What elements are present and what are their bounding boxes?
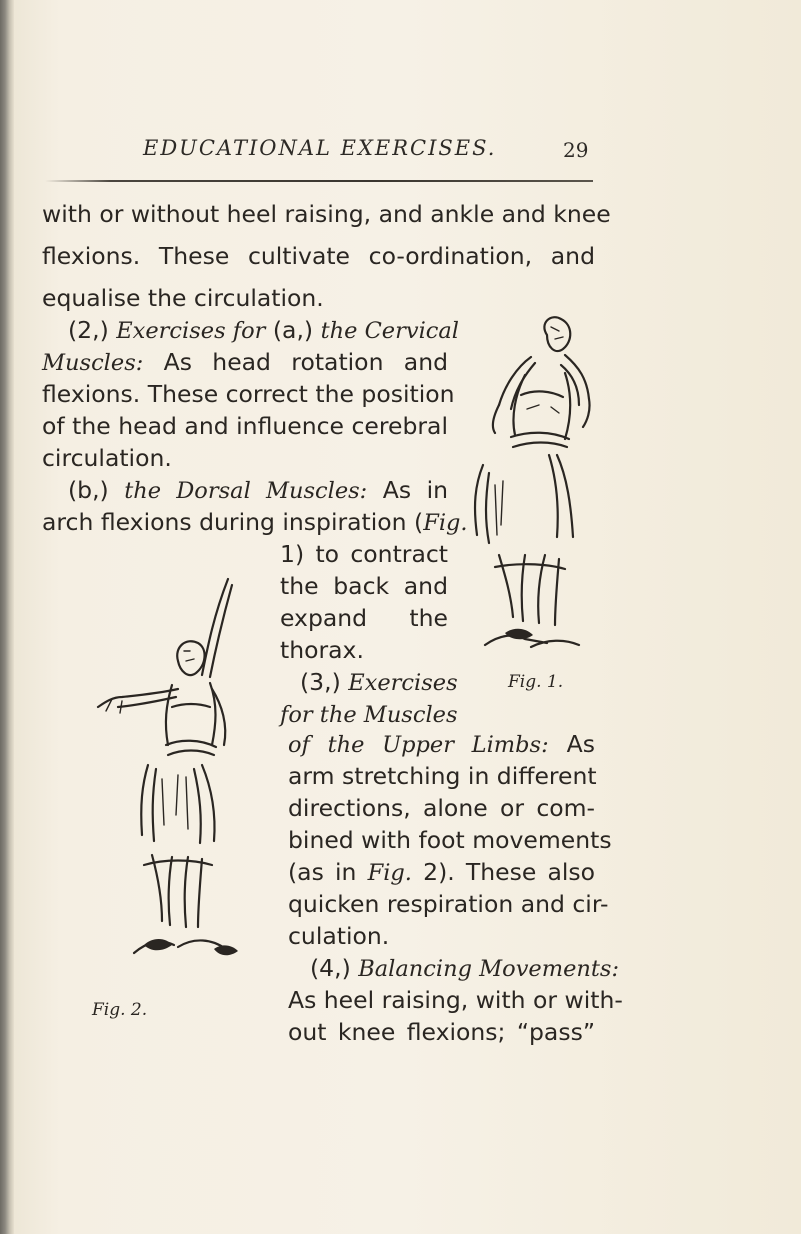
text-line: flexions. These correct the position xyxy=(42,380,455,408)
text-line: (4,) Balancing Movements: xyxy=(310,954,620,982)
fig1-caption: Fig. 1. xyxy=(508,672,564,692)
text-line: directions, alone or com- xyxy=(288,794,595,822)
text-line: (b,) the Dorsal Muscles: As in xyxy=(68,476,449,504)
text-line: (as in Fig. 2). These also xyxy=(288,858,595,886)
text-line: expand the xyxy=(280,604,448,632)
running-title: EDUCATIONAL EXERCISES. xyxy=(143,136,497,160)
text-line: thorax. xyxy=(280,636,364,664)
text-line: the back and xyxy=(280,572,448,600)
text-line: for the Muscles xyxy=(280,702,458,728)
standing-figure-arms-raised-illustration xyxy=(82,565,262,975)
text-line: of the head and influence cerebral xyxy=(42,412,448,440)
text-line: As heel raising, with or with- xyxy=(288,986,623,1014)
text-line: arch flexions during inspiration (Fig. xyxy=(42,508,468,536)
fig2-caption: Fig. 2. xyxy=(92,1000,148,1020)
text-line: arm stretching in different xyxy=(288,762,597,790)
text-line: with or without heel raising, and ankle and knee xyxy=(42,200,611,228)
text-line: circulation. xyxy=(42,444,172,472)
text-line: Muscles: As head rotation and xyxy=(42,348,448,376)
text-line: of the Upper Limbs: As xyxy=(288,730,595,758)
page-number: 29 xyxy=(563,138,589,162)
text-line: bined with foot movements xyxy=(288,826,612,854)
text-line: culation. xyxy=(288,922,390,950)
text-line: 1) to contract xyxy=(280,540,448,568)
text-line: (2,) Exercises for (a,) the Cervical xyxy=(68,316,459,344)
text-line: (3,) Exercises xyxy=(300,668,458,696)
standing-figure-arching-back-illustration xyxy=(455,305,600,665)
text-line: quicken respiration and cir- xyxy=(288,890,609,918)
text-line: equalise the circulation. xyxy=(42,284,324,312)
text-line: out knee flexions; “pass” xyxy=(288,1018,595,1046)
book-binding-edge xyxy=(0,0,14,1234)
text-line: flexions. These cultivate co-ordination, and xyxy=(42,242,595,270)
header-rule xyxy=(45,180,593,182)
